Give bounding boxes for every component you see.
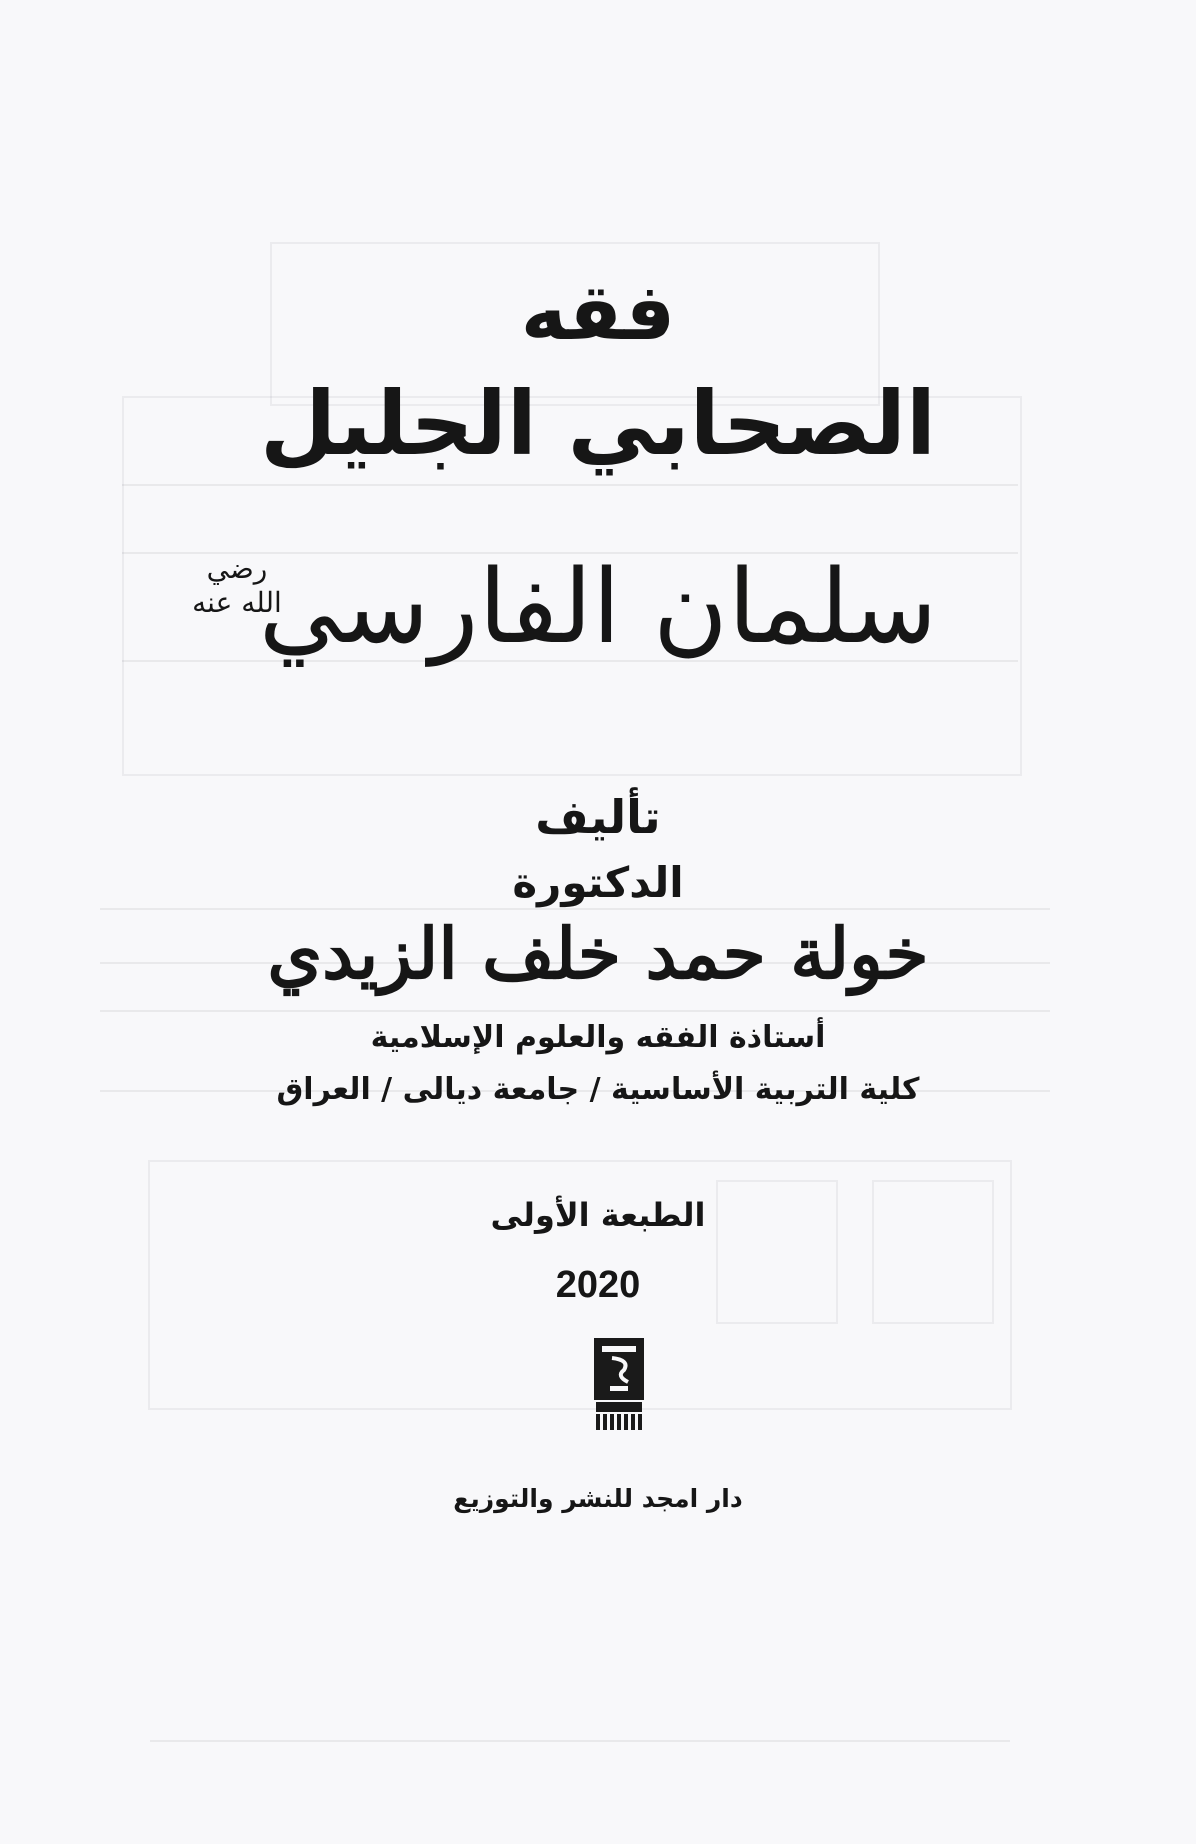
honorific-calligraphy: رضي الله عنه	[192, 552, 282, 619]
publisher-name: دار امجد للنشر والتوزيع	[453, 1484, 743, 1513]
publisher-emblem-icon	[590, 1336, 648, 1434]
title-line-3: سلمان الفارسي	[258, 548, 938, 667]
bleed-through-line	[150, 1740, 1010, 1742]
title-line-2: الصحابي الجليل	[259, 372, 937, 475]
author-name: خولة حمد خلف الزيدي	[267, 912, 929, 995]
author-position: أستاذة الفقه والعلوم الإسلامية	[370, 1020, 826, 1055]
title-line-1: فقه	[520, 268, 676, 358]
bleed-through-line	[100, 908, 1050, 910]
author-prefix: الدكتورة	[512, 858, 684, 907]
authored-by-label: تأليف	[535, 790, 661, 844]
publication-year: 2020	[555, 1264, 641, 1306]
edition-label: الطبعة الأولى	[490, 1196, 706, 1234]
author-affiliation: كلية التربية الأساسية / جامعة ديالى / العراق	[276, 1072, 920, 1107]
bleed-through-line	[100, 1010, 1050, 1012]
bleed-through-line	[122, 484, 1018, 486]
